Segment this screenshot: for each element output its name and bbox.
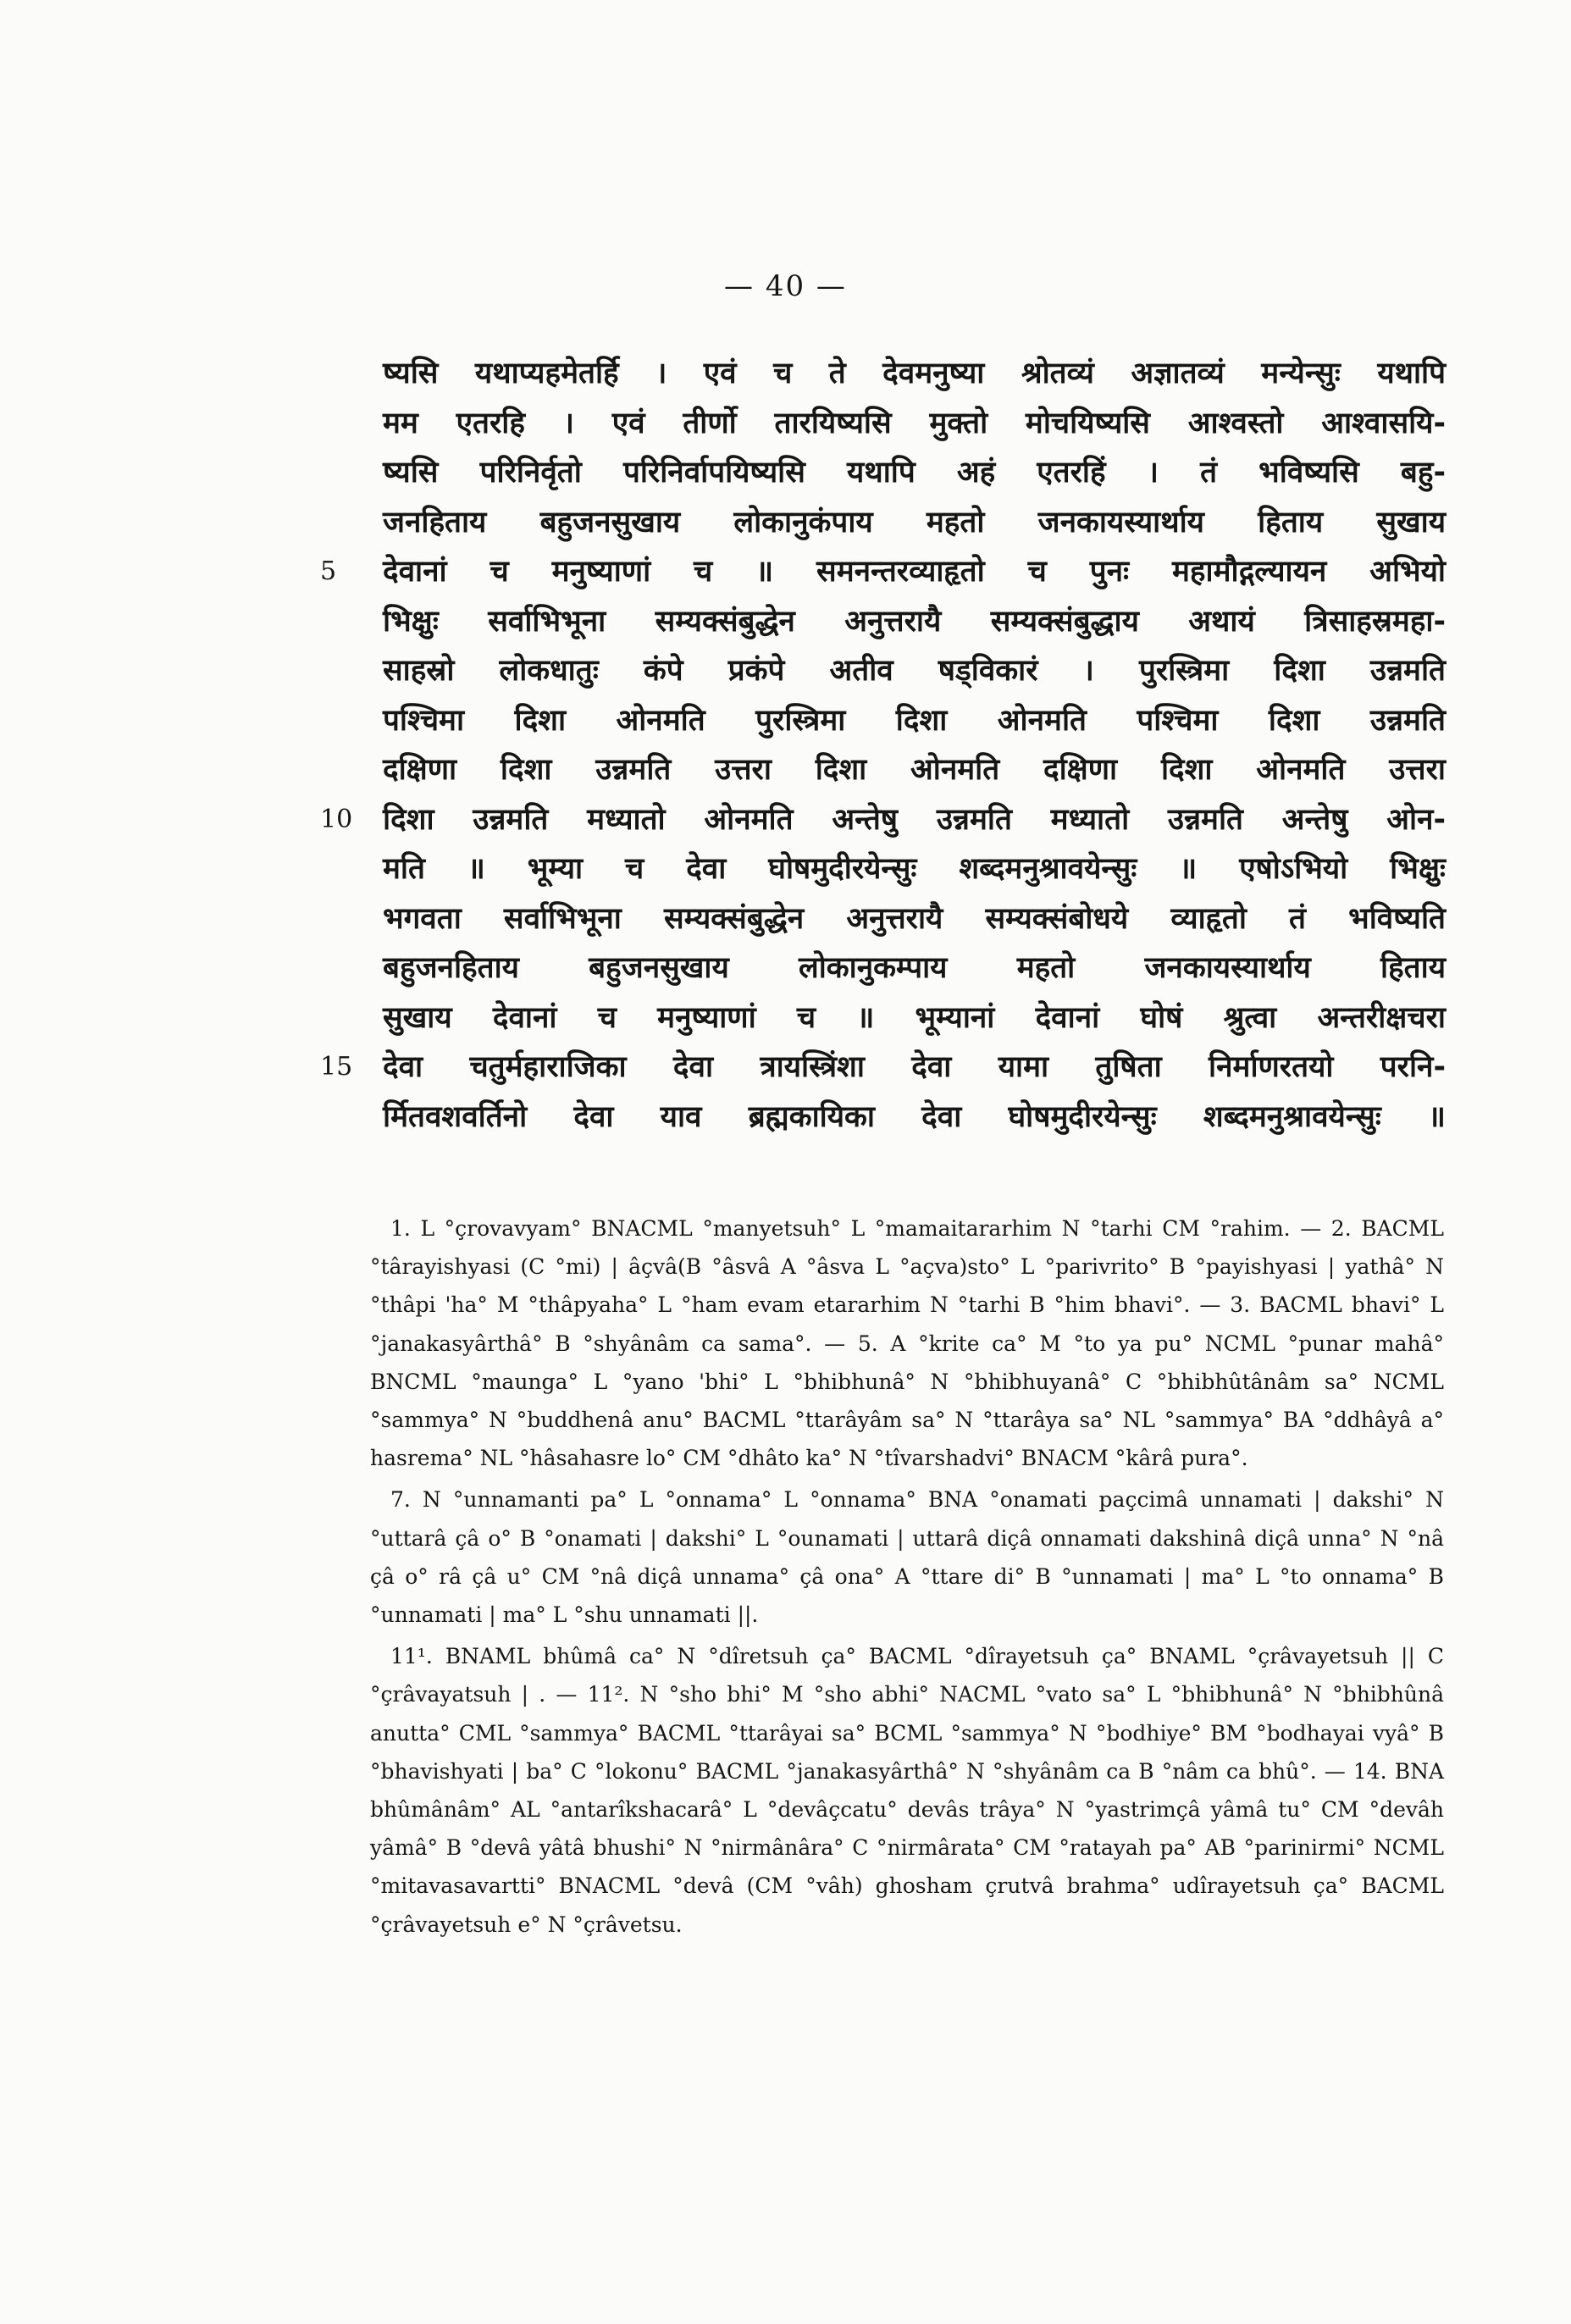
- text-line: [320, 547, 1446, 597]
- line-text: ष्यसि परिनिर्वृतो परिनिर्वापयिष्यसि यथापि अहं एतरहिं । तं भविष्यसि बहु-: [383, 456, 1446, 490]
- line-text: ष्यसि यथाप्यहमेतर्हि । एवं च ते देवमनुष्या श्रोतव्यं अज्ञातव्यं मन्येन्सुः यथापि: [383, 357, 1446, 390]
- line-number: 10: [320, 804, 353, 834]
- text-line: [383, 696, 1446, 746]
- text-line: [383, 349, 1446, 399]
- line-number: 15: [320, 1052, 353, 1082]
- text-line: [383, 844, 1446, 894]
- line-text: भिक्षुः सर्वाभिभूना सम्यक्संबुद्धेन अनुत्तरायै सम्यक्संबुद्धाय अथायं त्रिसाहस्रमहा-: [383, 604, 1446, 639]
- line-text: दक्षिणा दिशा उन्नमति उत्तरा दिशा ओनमति दक्षिणा दिशा ओनमति उत्तरा: [383, 753, 1446, 787]
- text-line: [383, 646, 1446, 696]
- text-line: [383, 498, 1446, 548]
- line-text: पश्चिमा दिशा ओनमति पुरस्त्रिमा दिशा ओनमति पश्चिमा दिशा उन्नमति: [383, 703, 1446, 738]
- sanskrit-text-block: [320, 349, 1446, 1142]
- line-text: सुखाय देवानां च मनुष्याणां च ॥ भूम्यानां देवानां घोषं श्रुत्वा अन्तरीक्षचरा: [383, 1000, 1446, 1035]
- line-text: र्मितवशवर्तिनो देवा याव ब्रह्मकायिका देवा घोषमुदीरयेन्सुः शब्दमनुश्रावयेन्सुः ॥: [383, 1099, 1446, 1134]
- line-text: बहुजनहिताय बहुजनसुखाय लोकानुकम्पाय महतो जनकायस्यार्थाय हिताय: [383, 951, 1446, 985]
- apparatus-note: 7. N °unnamanti pa° L °onnama° L °onnama° BNA °onamati paçcimâ unnamati | dakshi° N °uttarâ çâ o° B °onamati | dakshi° L °ounamati | uttarâ diçâ onnamati dakshinâ diçâ unna° N °nâ çâ o° râ çâ u° CM °nâ diçâ unnama° çâ ona° A °ttare di° B °unnamati | ma° L °to onnama° B °unnamati | ma° L °shu unnamati ||.: [370, 1487, 1444, 1628]
- line-text: भगवता सर्वाभिभूना सम्यक्संबुद्धेन अनुत्तरायै सम्यक्संबोधये व्याहृतो तं भविष्यति: [383, 901, 1446, 936]
- line-text: देवा चतुर्महाराजिका देवा त्रायस्त्रिंशा देवा यामा तुषिता निर्माणरतयो परनि-: [383, 1050, 1446, 1084]
- text-line: [383, 1093, 1446, 1143]
- text-line: [383, 399, 1446, 449]
- page-number: — 40 —: [724, 269, 847, 303]
- critical-apparatus: [370, 1209, 1444, 1947]
- line-number: 5: [320, 556, 337, 586]
- text-line: [320, 795, 1446, 845]
- apparatus-note: 11¹. BNAML bhûmâ ca° N °dîretsuh ça° BACML °dîrayetsuh ça° BNAML °çrâvayetsuh || C °çrâvayatsuh | . — 11². N °sho bhi° M °sho abhi° NACML °vato sa° L °bhibhunâ° N °bhibhûnâ anutta° CML °sammya° BACML °ttarâyai sa° BCML °sammya° N °bodhiye° BM °bodhayai vyâ° B °bhavishyati | ba° C °lokonu° BACML °janakasyârthâ° N °shyânâm ca B °nâm ca bhû°. — 14. BNA bhûmânâm° AL °antarîkshacarâ° L °devâçcatu° devâs trâya° N °yastrimçâ yâmâ tu° CM °devâh yâmâ° B °devâ yâtâ bhushi° N °nirmânâra° C °nirmârata° CM °ratayah pa° AB °parinirmi° NCML °mitavasavartti° BNACML °devâ (CM °vâh) ghosham çrutvâ brahma° udîrayetsuh ça° BACML °çrâvayetsuh e° N °çrâvetsu.: [370, 1644, 1444, 1937]
- text-line: [383, 448, 1446, 498]
- text-line: [383, 894, 1446, 944]
- text-line: [320, 1043, 1446, 1093]
- line-text: मति ॥ भूम्या च देवा घोषमुदीरयेन्सुः शब्दमनुश्रावयेन्सुः ॥ एषोऽभियो भिक्षुः: [383, 852, 1446, 886]
- line-text: दिशा उन्नमति मध्यातो ओनमति अन्तेषु उन्नमति मध्यातो उन्नमति अन्तेषु ओन-: [383, 802, 1446, 837]
- text-line: [383, 993, 1446, 1043]
- line-text: साहस्रो लोकधातुः कंपे प्रकंपे अतीव षड्विकारं । पुरस्त्रिमा दिशा उन्नमति: [383, 654, 1446, 688]
- text-line: [383, 745, 1446, 795]
- text-line: [383, 943, 1446, 993]
- line-text: मम एतरहि । एवं तीर्णो तारयिष्यसि मुक्तो मोचयिष्यसि आश्वस्तो आश्वासयि-: [383, 406, 1446, 440]
- text-line: [383, 597, 1446, 647]
- line-text: देवानां च मनुष्याणां च ॥ समनन्तरव्याहृतो च पुनः महामौद्गल्यायन अभियो: [383, 555, 1446, 589]
- line-text: जनहिताय बहुजनसुखाय लोकानुकंपाय महतो जनकायस्यार्थाय हिताय सुखाय: [383, 505, 1446, 540]
- apparatus-note: 1. L °çrovavyam° BNACML °manyetsuh° L °mamaitararhim N °tarhi CM °rahim. — 2. BACML °târayishyasi (C °mi) | âçvâ(B °âsvâ A °âsva L °açva)sto° L °parivrito° B °payishyasi | yathâ° N °thâpi 'ha° M °thâpyaha° L °ham evam etararhim N °tarhi B °him bhavi°. — 3. BACML bhavi° L °janakasyârthâ° B °shyânâm ca sama°. — 5. A °krite ca° M °to ya pu° NCML °punar mahâ° BNCML °maunga° L °yano 'bhi° L °bhibhunâ° N °bhibhuyanâ° C °bhibhûtânâm sa° NCML °sammya° N °buddhenâ anu° BACML °ttarâyâm sa° N °ttarâya sa° NL °sammya° BA °ddhâyâ a° hasrema° NL °hâsahasre lo° CM °dhâto ka° N °tîvarshadvi° BNACM °kârâ pura°.: [370, 1216, 1444, 1471]
